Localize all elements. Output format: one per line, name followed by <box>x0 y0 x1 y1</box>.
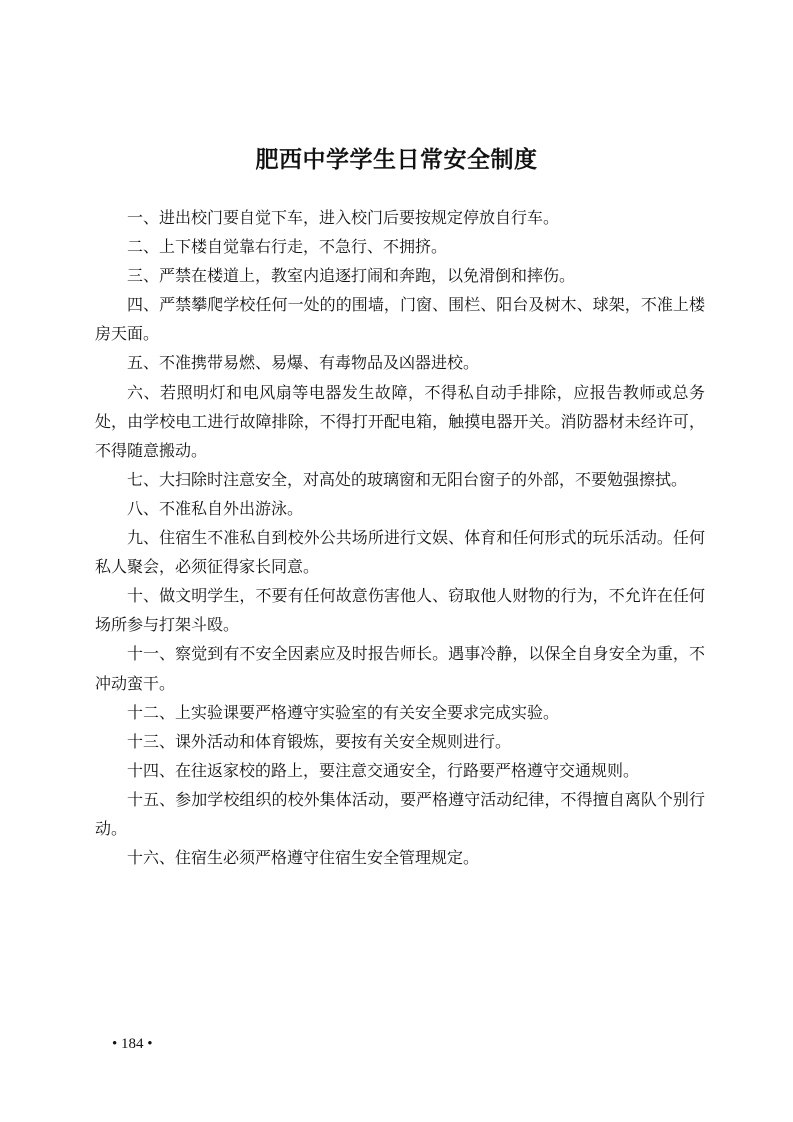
rule-paragraph-10: 十、做文明学生，不要有任何故意伤害他人、窃取他人财物的行为，不允许在任何场所参与打架斗殴。 <box>95 586 705 635</box>
rule-paragraph-15: 十五、参加学校组织的校外集体活动，要严格遵守活动纪律，不得擅自离队个别行动。 <box>95 789 705 838</box>
document-body <box>95 203 705 872</box>
rule-paragraph-1: 一、进出校门要自觉下车，进入校门后要按规定停放自行车。 <box>127 208 560 227</box>
rule-paragraph-11: 十一、察觉到有不安全因素应及时报告师长。遇事冷静，以保全自身安全为重，不冲动蛮干。 <box>95 644 705 693</box>
rule-paragraph-6: 六、若照明灯和电风扇等电器发生故障，不得私自动手排除，应报告教师或总务处，由学校电工进行故障排除，不得打开配电箱，触摸电器开关。消防器材未经许可，不得随意搬动。 <box>95 382 705 460</box>
rule-paragraph-8: 八、不准私自外出游泳。 <box>127 498 304 518</box>
rule-paragraph-16: 十六、住宿生必须严格遵守住宿生安全管理规定。 <box>127 848 480 868</box>
rule-paragraph-5: 五、不准携带易燃、易爆、有毒物品及凶器进校。 <box>127 353 480 373</box>
rule-paragraph-4: 四、严禁攀爬学校任何一处的的围墙，门窗、围栏、阳台及树木、球架，不准上楼房天面。 <box>95 295 705 344</box>
rule-paragraph-2: 二、上下楼自觉靠右行走，不急行、不拥挤。 <box>127 237 448 257</box>
rule-paragraph-13: 十三、课外活动和体育锻炼，要按有关安全规则进行。 <box>127 731 512 751</box>
document-title: 肥西中学学生日常安全制度 <box>255 146 538 173</box>
rule-paragraph-9: 九、住宿生不准私自到校外公共场所进行文娱、体育和任何形式的玩乐活动。任何私人聚会，必须征得家长同意。 <box>95 528 705 577</box>
rule-paragraph-12: 十二、上实验课要严格遵守实验室的有关安全要求完成实验。 <box>127 702 560 722</box>
page-number: • 184 • <box>112 1036 153 1052</box>
rule-paragraph-7: 七、大扫除时注意安全，对高处的玻璃窗和无阳台窗子的外部，不要勉强擦拭。 <box>127 469 688 489</box>
rule-paragraph-14: 十四、在往返家校的路上，要注意交通安全，行路要严格遵守交通规则。 <box>127 760 640 780</box>
rule-paragraph-3: 三、严禁在楼道上，教室内追逐打闹和奔跑，以免滑倒和摔伤。 <box>127 266 576 286</box>
